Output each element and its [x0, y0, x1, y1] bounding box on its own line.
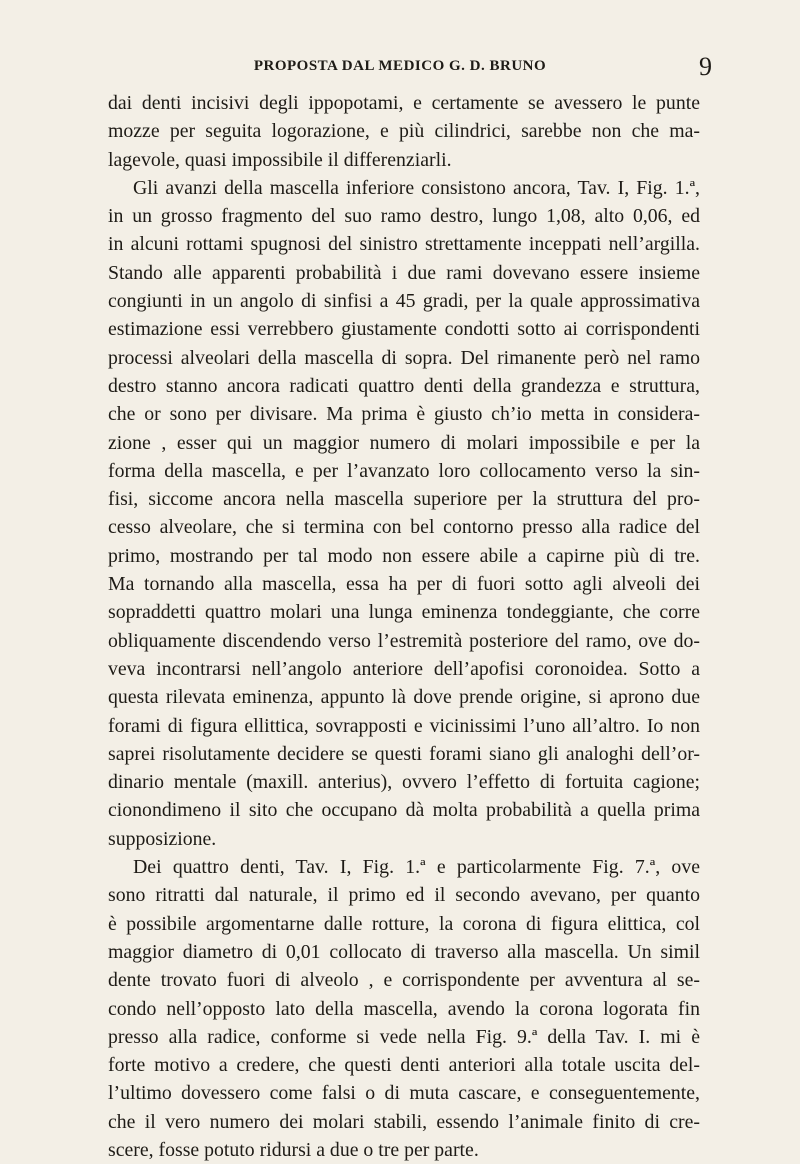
- text-line: lagevole, quasi impossibile il differenziarli.: [108, 148, 452, 171]
- text-line: zione , esser qui un maggior numero di molari impossibile e per la: [108, 431, 700, 454]
- text-line: l’ultimo dovessero come falsi o di muta cascare, e conseguentemente,: [108, 1082, 700, 1105]
- text-line: cionondimeno il sito che occupano dà molta probabilità a quella prima: [108, 799, 700, 822]
- text-line: maggior diametro di 0,01 collocato di traverso alla mascella. Un simil: [108, 940, 700, 963]
- text-line: processi alveolari della mascella di sopra. Del rimanente però nel ramo: [108, 346, 700, 369]
- text-line: che or sono per divisare. Ma prima è giusto ch’io metta in considera-: [108, 403, 700, 426]
- text-line: Ma tornando alla mascella, essa ha per di fuori sotto agli alveoli dei: [108, 573, 700, 596]
- text-line: obliquamente discendendo verso l’estremità posteriore del ramo, ove do-: [108, 629, 700, 652]
- text-line: saprei risolutamente decidere se questi forami siano gli analoghi dell’or-: [108, 742, 700, 765]
- text-line: cesso alveolare, che si termina con bel contorno presso alla radice del: [108, 516, 700, 539]
- text-line: dinario mentale (maxill. anterius), ovvero l’effetto di fortuita cagione;: [108, 771, 700, 794]
- text-line: condo nell’opposto lato della mascella, avendo la corona logorata fin: [108, 997, 700, 1020]
- text-line: in un grosso fragmento del suo ramo destro, lungo 1,08, alto 0,06, ed: [108, 205, 700, 228]
- text-line: estimazione essi verrebbero giustamente condotti sotto ai corrispondenti: [108, 318, 700, 341]
- text-line: Stando alle apparenti probabilità i due rami dovevano essere insieme: [108, 261, 700, 284]
- text-line: primo, mostrando per tal modo non essere abile a capirne più di tre.: [108, 544, 700, 567]
- text-line: destro stanno ancora radicati quattro denti della grandezza e struttura,: [108, 374, 700, 397]
- text-line: forte motivo a credere, che questi denti anteriori alla totale uscita del-: [108, 1054, 700, 1077]
- text-line: forma della mascella, e per l’avanzato loro collocamento verso la sin-: [108, 459, 700, 482]
- text-line: è possibile argomentarne dalle rotture, la corona di figura elittica, col: [108, 912, 700, 935]
- text-line: forami di figura ellittica, sovrapposti e vicinissimi l’uno all’altro. Io non: [108, 714, 700, 737]
- text-line: sopraddetti quattro molari una lunga eminenza tondeggiante, che corre: [108, 601, 700, 624]
- text-line: Dei quattro denti, Tav. I, Fig. 1.ª e particolarmente Fig. 7.ª, ove: [133, 856, 700, 879]
- text-line: veva incontrarsi nell’angolo anteriore dell’apofisi coronoidea. Sotto a: [108, 657, 700, 680]
- body-text: [108, 89, 700, 1164]
- text-line: supposizione.: [108, 827, 217, 850]
- text-line: dente trovato fuori di alveolo , e corrispondente per avventura al se-: [108, 969, 700, 992]
- text-line: mozze per seguita logorazione, e più cilindrici, sarebbe non che ma-: [108, 120, 700, 143]
- text-line: fisi, siccome ancora nella mascella superiore per la struttura del pro-: [108, 488, 700, 511]
- page-number: 9: [699, 52, 712, 81]
- text-line: congiunti in un angolo di sinfisi a 45 gradi, per la quale approssimativa: [108, 290, 700, 313]
- text-line: scere, fosse potuto ridursi a due o tre per parte.: [108, 1138, 479, 1161]
- running-head: [0, 50, 800, 80]
- text-line: che il vero numero dei molari stabili, essendo l’animale finito di cre-: [108, 1110, 700, 1133]
- text-line: in alcuni rottami spugnosi del sinistro strettamente inceppati nell’argilla.: [108, 233, 700, 256]
- text-line: questa rilevata eminenza, appunto là dove prende origine, si aprono due: [108, 686, 700, 709]
- text-line: Gli avanzi della mascella inferiore consistono ancora, Tav. I, Fig. 1.ª,: [133, 176, 700, 199]
- text-line: sono ritratti dal naturale, il primo ed il secondo avevano, per quanto: [108, 884, 700, 907]
- text-line: dai denti incisivi degli ippopotami, e certamente se avessero le punte: [108, 92, 700, 114]
- running-title: PROPOSTA DAL MEDICO G. D. BRUNO: [253, 58, 547, 74]
- text-line: presso alla radice, conforme si vede nella Fig. 9.ª della Tav. I. mi è: [108, 1025, 700, 1048]
